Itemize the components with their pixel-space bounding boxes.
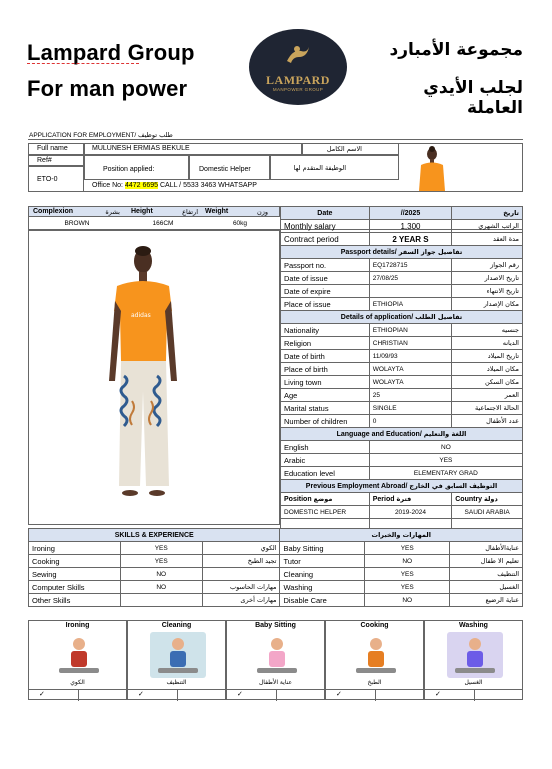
application-detail-value: WOLAYTA: [369, 376, 451, 389]
skill-label-ar: الغسيل: [450, 581, 523, 594]
skill-value: NO: [365, 555, 450, 568]
skills-rows: [29, 542, 523, 607]
skill-icon-title: Cooking: [360, 622, 389, 629]
application-detail-label-ar: العمر: [452, 389, 523, 402]
skill-label: Computer Skills: [29, 581, 121, 594]
employment-country: SAUDI ARABIA: [452, 506, 523, 519]
skill-label-ar: تعليم الا طفال: [450, 555, 523, 568]
full-name-label: Full name: [37, 145, 68, 152]
passport-row: [281, 298, 523, 311]
passport-header-ar: تفاصيل جواز السفر: [398, 248, 463, 256]
passport-value: EQ1728715: [369, 259, 451, 272]
skills-row: [29, 581, 523, 594]
weight-ar: وزن: [256, 208, 268, 216]
application-title-ar: طلب توظيف: [137, 131, 173, 139]
skill-label-ar: [202, 568, 280, 581]
passport-header: [281, 246, 523, 259]
passport-label-ar: رقم الجواز: [452, 259, 523, 272]
skill-illustration-icon: [51, 632, 107, 678]
date-value: //2025: [369, 207, 451, 220]
application-detail-label: Place of birth: [281, 363, 370, 376]
application-header-row: [281, 311, 523, 324]
application-detail-label: Number of children: [281, 415, 370, 428]
office-numbers: [92, 182, 257, 189]
office-prefix: Office No:: [92, 182, 125, 189]
skill-label-ar: تجيد الطبخ: [202, 555, 280, 568]
passport-label-ar: تاريخ الاصدار: [452, 272, 523, 285]
skills-row: [29, 542, 523, 555]
skill-icon-ar: الطبخ: [367, 679, 382, 686]
passport-row: [281, 285, 523, 298]
skills-table: [28, 528, 523, 607]
application-detail-label: Religion: [281, 337, 370, 350]
passport-value: ETHIOPIA: [369, 298, 451, 311]
application-detail-label: Age: [281, 389, 370, 402]
skill-label-ar: التنظيف: [450, 568, 523, 581]
weight-label: Weight: [205, 208, 229, 215]
skill-icon-title: Cleaning: [161, 622, 192, 629]
passport-header-en: Passport details/: [340, 249, 397, 256]
skill-label: Washing: [280, 581, 365, 594]
eto-code: ETO-0: [37, 176, 58, 183]
application-detail-row: [281, 415, 523, 428]
check-divider: [375, 690, 376, 701]
skill-icon-strip: [28, 620, 523, 700]
check-mark-icon: ✓: [435, 691, 441, 698]
application-detail-label: Date of birth: [281, 350, 370, 363]
contract-label: Contract period: [281, 233, 370, 246]
application-detail-value: WOLAYTA: [369, 363, 451, 376]
check-mark-icon: ✓: [237, 691, 243, 698]
skill-value: NO: [120, 568, 202, 581]
language-rows: [281, 441, 523, 480]
application-detail-value: CHRISTIAN: [369, 337, 451, 350]
skills-header-row: [29, 529, 523, 542]
skill-label-ar: الكوي: [202, 542, 280, 555]
details-table: [280, 206, 523, 532]
passport-value: [369, 285, 451, 298]
skill-illustration-icon: [150, 632, 206, 678]
skill-label: Ironing: [29, 542, 121, 555]
person-photo: [29, 231, 279, 524]
language-value: YES: [369, 454, 522, 467]
language-value: NO: [369, 441, 522, 454]
skill-value: NO: [365, 594, 450, 607]
language-label: Arabic: [281, 454, 370, 467]
skill-label: Sewing: [29, 568, 121, 581]
office-highlight: 4472 6695: [124, 182, 159, 189]
height-ar: ارتفاع: [182, 208, 198, 216]
language-header-en: Language and Education/: [336, 431, 422, 438]
application-detail-row: [281, 363, 523, 376]
passport-label: Date of expire: [281, 285, 370, 298]
skill-check-row: [128, 689, 225, 700]
ref-label: Ref#: [37, 157, 52, 164]
lamp-logo-icon: [283, 41, 313, 71]
skill-label-ar: مهارات الحاسوب: [202, 581, 280, 594]
passport-label-ar: مكان الإصدار: [452, 298, 523, 311]
language-label: Education level: [281, 467, 370, 480]
skills-row: [29, 594, 523, 607]
check-divider: [177, 690, 178, 701]
divider: [28, 139, 523, 140]
skill-check-row: [227, 689, 324, 700]
company-name-ar-line1: مجموعة الأمبارد: [389, 40, 523, 60]
language-header: [281, 428, 523, 441]
application-header-en: Details of application/: [340, 314, 414, 321]
employment-period-label: Period فترة: [369, 493, 451, 506]
check-divider: [276, 690, 277, 701]
check-divider: [474, 690, 475, 701]
skill-icon-cell: [325, 620, 424, 700]
passport-label-ar: تاريخ الانتهاء: [452, 285, 523, 298]
application-detail-label-ar: تاريخ الميلاد: [452, 350, 523, 363]
logo-text: LAMPARD: [266, 73, 330, 87]
skills-row: [29, 568, 523, 581]
language-row: [281, 454, 523, 467]
check-divider: [78, 690, 79, 701]
skill-icon-cell: [127, 620, 226, 700]
skill-value: NO: [120, 581, 202, 594]
skills-row: [29, 555, 523, 568]
application-detail-label-ar: مكان السكن: [452, 376, 523, 389]
language-label: English: [281, 441, 370, 454]
passport-label: Passport no.: [281, 259, 370, 272]
skill-check-row: [326, 689, 423, 700]
skill-label-ar: مهارات أخرى: [202, 594, 280, 607]
complexion-value: BROWN: [64, 220, 90, 227]
application-title-en: APPLICATION FOR EMPLOYMENT/: [29, 132, 137, 139]
skill-label: Tutor: [280, 555, 365, 568]
skill-value: [120, 594, 202, 607]
salary-ar: الراتب الشهري: [452, 220, 523, 233]
position-value: Domestic Helper: [199, 166, 251, 173]
application-rows: [281, 324, 523, 428]
skill-illustration-icon: [249, 632, 305, 678]
check-mark-icon: ✓: [39, 691, 45, 698]
skills-header: SKILLS & EXPERIENCE: [29, 529, 280, 542]
skill-value: YES: [120, 555, 202, 568]
application-detail-value: 25: [369, 389, 451, 402]
passport-row: [281, 272, 523, 285]
application-detail-value: 0: [369, 415, 451, 428]
employment-header-ar: التوظيف السابق في الخارج: [409, 482, 498, 490]
skill-check-row: [425, 689, 522, 700]
application-detail-label-ar: الديانه: [452, 337, 523, 350]
skill-icon-ar: عناية الأطفال: [258, 679, 293, 686]
employment-country-label: Country دولة: [452, 493, 523, 506]
application-detail-value: 11/09/93: [369, 350, 451, 363]
passport-value: 27/08/25: [369, 272, 451, 285]
language-header-row: [281, 428, 523, 441]
height-value: 166CM: [152, 220, 174, 227]
skill-icon-cell: [424, 620, 523, 700]
application-detail-row: [281, 389, 523, 402]
company-name-en-line1: Lampard Group: [27, 40, 195, 65]
skill-label-ar: عنايةالأطفال: [450, 542, 523, 555]
application-detail-label-ar: مكان الميلاد: [452, 363, 523, 376]
skill-icon-title: Baby Sitting: [255, 622, 296, 629]
application-title: [29, 131, 173, 139]
language-row: [281, 441, 523, 454]
spell-underline: [27, 63, 139, 64]
company-name-ar-line2: لجلب الأيدي العاملة: [423, 78, 523, 118]
application-detail-value: ETHIOPIAN: [369, 324, 451, 337]
office-suffix: CALL / 5533 3463 WHATSAPP: [158, 182, 257, 189]
full-name-ar-label: الاسم الكامل: [326, 145, 362, 153]
application-detail-label-ar: عدد الأطفال: [452, 415, 523, 428]
application-header: [281, 311, 523, 324]
employment-labels-row: [281, 493, 523, 506]
date-ar: تاريخ: [452, 207, 523, 220]
check-mark-icon: ✓: [138, 691, 144, 698]
position-label: Position applied:: [103, 166, 155, 173]
skill-label: Other Skills: [29, 594, 121, 607]
application-detail-label: Living town: [281, 376, 370, 389]
salary-label: Monthly salary: [281, 220, 370, 233]
application-detail-row: [281, 402, 523, 415]
skill-label-ar: عناية الرضيع: [450, 594, 523, 607]
skill-value: YES: [120, 542, 202, 555]
contract-value: 2 YEAR S: [369, 233, 451, 246]
passport-label: Place of issue: [281, 298, 370, 311]
skill-label: Cleaning: [280, 568, 365, 581]
passport-header-row: [281, 246, 523, 259]
weight-value: 60kg: [232, 220, 248, 227]
salary-row: [281, 220, 523, 233]
passport-label: Date of issue: [281, 272, 370, 285]
language-row: [281, 467, 523, 480]
skill-value: YES: [365, 581, 450, 594]
employment-period: 2019-2024: [369, 506, 451, 519]
logo-subtext: MANPOWER GROUP: [272, 87, 324, 92]
language-header-ar: اللغة والتعليم: [423, 430, 467, 438]
small-photo: [399, 143, 523, 192]
full-name-value: MULUNESH ERMIAS BEKULE: [92, 145, 190, 152]
skill-icon-ar: الكوي: [70, 679, 85, 686]
company-logo: [249, 29, 347, 105]
skill-value: YES: [365, 568, 450, 581]
employment-position-label: Position موضع: [281, 493, 370, 506]
employment-position: DOMESTIC HELPER: [281, 506, 370, 519]
full-body-photo: [28, 230, 280, 525]
skill-check-row: [29, 689, 126, 700]
skill-label: Baby Sitting: [280, 542, 365, 555]
company-name-en-line2: For man power: [27, 76, 188, 101]
skill-label: Disable Care: [280, 594, 365, 607]
passport-row: [281, 259, 523, 272]
application-detail-row: [281, 324, 523, 337]
application-detail-row: [281, 350, 523, 363]
skill-icon-cell: [28, 620, 127, 700]
skill-icon-title: Washing: [459, 622, 488, 629]
application-detail-label-ar: جنسيه: [452, 324, 523, 337]
skill-icon-ar: الغسيل: [464, 679, 483, 686]
skill-icon-cell: [226, 620, 325, 700]
skill-label: Cooking: [29, 555, 121, 568]
employment-header-en: Previous Employment Abroad/: [305, 483, 408, 490]
employment-values-row: [281, 506, 523, 519]
skills-header-ar: المهارات والخبرات: [280, 529, 523, 542]
position-ar-label: الوظيفة المتقدم لها: [293, 164, 346, 172]
application-detail-label-ar: الحالة الاجتماعية: [452, 402, 523, 415]
height-label: Height: [131, 208, 153, 215]
application-header-ar: تفاصيل الطلب: [415, 313, 463, 321]
svg-text:adidas: adidas: [131, 312, 151, 319]
language-value: ELEMENTARY GRAD: [369, 467, 522, 480]
skill-value: YES: [365, 542, 450, 555]
employment-header: [281, 480, 523, 493]
check-mark-icon: ✓: [336, 691, 342, 698]
skill-illustration-icon: [348, 632, 404, 678]
complexion-ar: بشرة: [105, 208, 120, 216]
application-detail-label: Nationality: [281, 324, 370, 337]
date-row: [281, 207, 523, 220]
application-detail-row: [281, 376, 523, 389]
application-detail-row: [281, 337, 523, 350]
skill-icon-ar: التنظيف: [166, 679, 187, 686]
skill-icon-title: Ironing: [65, 622, 90, 629]
salary-value: 1,300: [369, 220, 451, 233]
application-detail-label: Marital status: [281, 402, 370, 415]
contract-row: [281, 233, 523, 246]
passport-rows: [281, 259, 523, 311]
application-detail-value: SINGLE: [369, 402, 451, 415]
complexion-label: Complexion: [33, 208, 74, 215]
skill-illustration-icon: [447, 632, 503, 678]
contract-ar: مدة العقد: [452, 233, 523, 246]
employment-header-row: [281, 480, 523, 493]
date-label: Date: [281, 207, 370, 220]
